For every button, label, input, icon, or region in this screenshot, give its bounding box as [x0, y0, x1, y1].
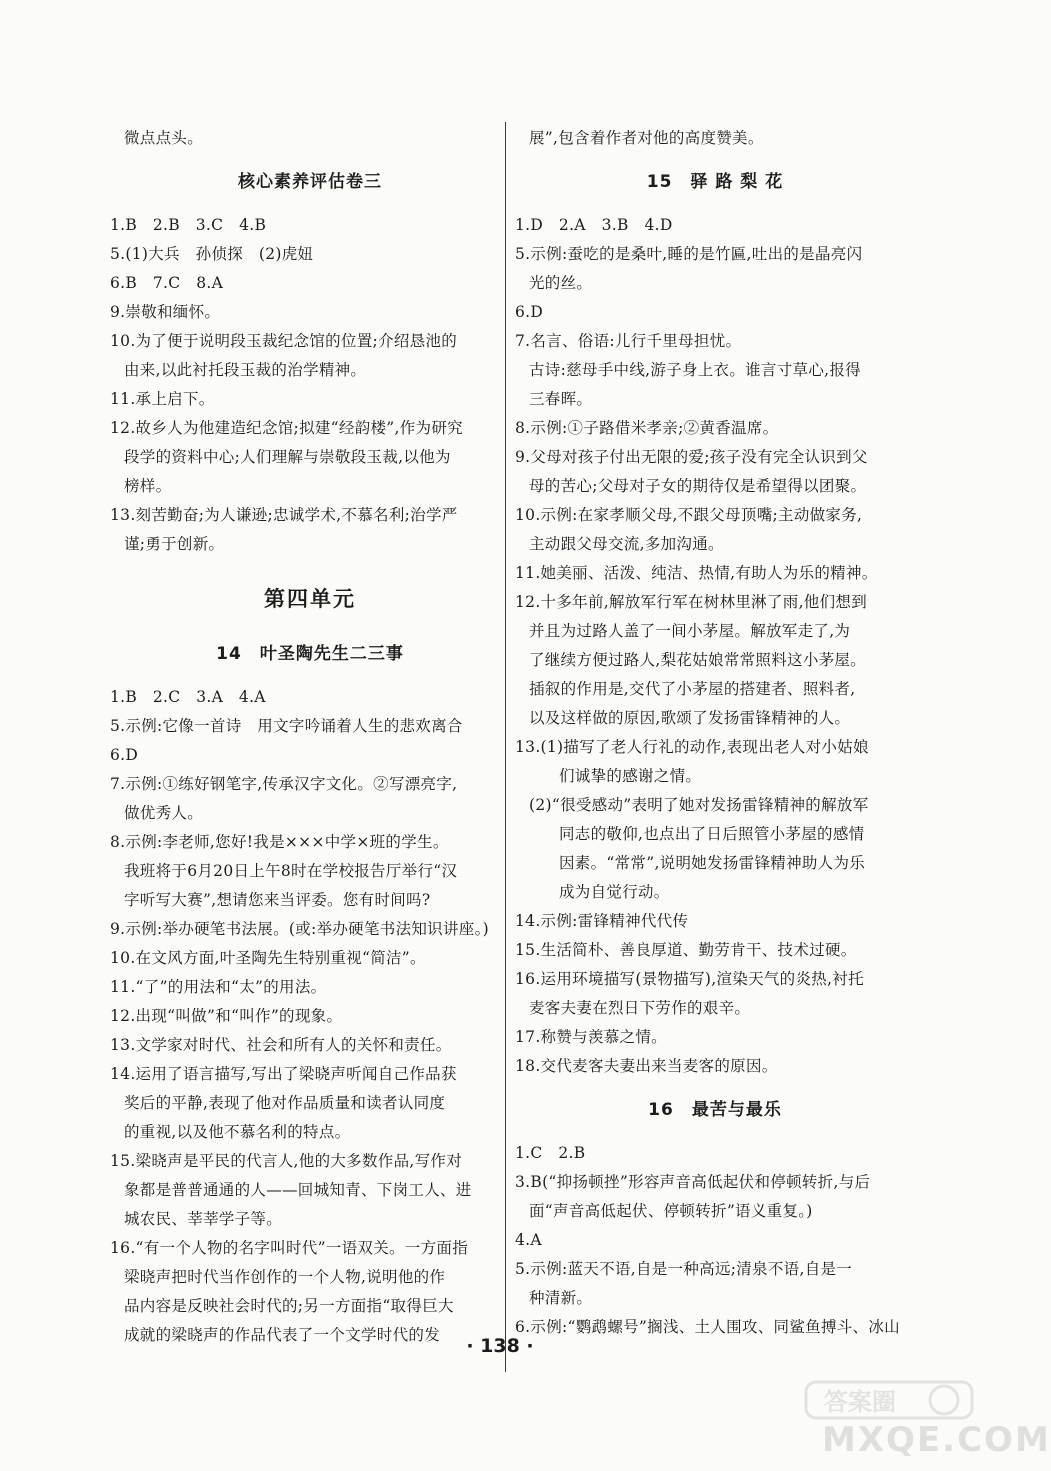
answer-line: 10.为了便于说明段玉裁纪念馆的位置;介绍恳池的: [110, 332, 458, 350]
answer-line: 10.在文风方面,叶圣陶先生特别重视“简洁”。: [110, 949, 426, 967]
answer-line: 做优秀人。: [124, 804, 204, 822]
answer-line: 1.C 2.B: [515, 1144, 586, 1162]
answer-line: 13.(1)描写了老人行礼的动作,表现出老人对小姑娘: [515, 738, 869, 756]
answer-line: 我班将于6月20日上午8时在学校报告厅举行“汉: [124, 862, 458, 880]
column-divider: [505, 122, 506, 1372]
unit-title: 第四单元: [264, 587, 356, 611]
answer-line: 段学的资料中心;人们理解与崇敬段玉裁,以他为: [124, 448, 451, 466]
answer-line: 的重视,以及他不慕名利的特点。: [124, 1123, 351, 1141]
answer-line: 13.刻苦勤奋;为人谦逊;忠诚学术,不慕名利;治学严: [110, 506, 458, 524]
answer-line: 18.交代麦客夫妻出来当麦客的原因。: [515, 1057, 778, 1075]
answer-line: 谨;勇于创新。: [124, 535, 225, 553]
answer-line: 7.示例:①练好钢笔字,传承汉字文化。②写漂亮字,: [110, 775, 458, 793]
answer-line: 4.A: [515, 1231, 542, 1249]
answer-line: 光的丝。: [529, 274, 593, 292]
section-heading: 核心素养评估卷三: [238, 172, 382, 192]
answer-line: 字听写大赛”,想请您来当评委。您有时间吗?: [124, 891, 431, 909]
watermark-text: MXQE.COM: [822, 1420, 1051, 1460]
answer-line: 成就的梁晓声的作品代表了一个文学时代的发: [124, 1326, 441, 1344]
answer-line: 15.梁晓声是平民的代言人,他的大多数作品,写作对: [110, 1152, 463, 1170]
answer-line: 品内容是反映社会时代的;另一方面指“取得巨大: [124, 1297, 454, 1315]
answer-line: 由来,以此衬托段玉裁的治学精神。: [124, 361, 367, 379]
answer-line: 9.示例:举办硬笔书法展。(或:举办硬笔书法知识讲座。): [110, 920, 489, 938]
answer-line: 11.她美丽、活泼、纯洁、热情,有助人为乐的精神。: [515, 564, 878, 582]
page-number: · 138 ·: [466, 1335, 534, 1357]
answer-line: 同志的敬仰,也点出了日后照管小茅屋的感情: [559, 825, 865, 843]
section-heading: 15 驿 路 梨 花: [646, 172, 784, 192]
answer-line: 14.运用了语言描写,写出了梁晓声听闻自己作品获: [110, 1065, 457, 1083]
answer-line: 6.B 7.C 8.A: [110, 274, 224, 292]
answer-line: 3.B(“抑扬顿挫”形容声音高低起伏和停顿转折,与后: [515, 1173, 871, 1191]
answer-line: 12.故乡人为他建造纪念馆;拟建“经韵楼”,作为研究: [110, 419, 463, 437]
answer-line: 9.崇敬和缅怀。: [110, 303, 221, 321]
answer-line: 展”,包含着作者对他的高度赞美。: [529, 129, 764, 147]
section-heading: 14 叶圣陶先生二三事: [216, 644, 404, 664]
answer-line: 1.B 2.B 3.C 4.B: [110, 216, 267, 234]
answer-line: 8.示例:①子路借米孝亲;②黄香温席。: [515, 419, 779, 437]
answer-line: 16.运用环境描写(景物描写),渲染天气的炎热,衬托: [515, 970, 864, 988]
answer-line: 7.名言、俗语:儿行千里母担忧。: [515, 332, 742, 350]
left-column: [110, 124, 510, 1350]
answer-line: 们诚挚的感谢之情。: [559, 767, 702, 785]
answer-line: 象都是普普通通的人——回城知青、下岗工人、进: [124, 1181, 472, 1199]
answer-line: 1.B 2.C 3.A 4.A: [110, 688, 266, 706]
answer-line: 成为自觉行动。: [559, 883, 670, 901]
answer-line: 5.示例:蚕吃的是桑叶,睡的是竹匾,吐出的是晶亮闪: [515, 245, 863, 263]
answer-line: 11.“了”的用法和“太”的用法。: [110, 978, 327, 996]
answer-line: 种清新。: [529, 1289, 593, 1307]
answer-line: 15.生活简朴、善良厚道、勤劳肯干、技术过硬。: [515, 941, 857, 959]
answer-line: 微点点头。: [124, 129, 204, 147]
answer-line: 12.十多年前,解放军行军在树林里淋了雨,他们想到: [515, 593, 868, 611]
answer-line: 梁晓声把时代当作创作的一个人物,说明他的作: [124, 1268, 446, 1286]
answer-line: 5.(1)大兵 孙侦探 (2)虎妞: [110, 245, 314, 263]
answer-line: 三春晖。: [529, 390, 593, 408]
answer-line: 了继续方便过路人,梨花姑娘常常照料这小茅屋。: [529, 651, 867, 669]
answer-line: 11.承上启下。: [110, 390, 215, 408]
svg-text:答案圈: 答案圈: [824, 1388, 896, 1416]
answer-line: 13.文学家对时代、社会和所有人的关怀和责任。: [110, 1036, 452, 1054]
answer-line: 9.父母对孩子付出无限的爱;孩子没有完全认识到父: [515, 448, 868, 466]
answer-line: 17.称赞与羡慕之情。: [515, 1028, 667, 1046]
answer-line: 8.示例:李老师,您好!我是×××中学×班的学生。: [110, 833, 449, 851]
answer-line: 1.D 2.A 3.B 4.D: [515, 216, 673, 234]
answer-line: 古诗:慈母手中线,游子身上衣。谁言寸草心,报得: [529, 361, 861, 379]
answer-line: 10.示例:在家孝顺父母,不跟父母顶嘴;主动做家务,: [515, 506, 863, 524]
right-column: [515, 124, 915, 1342]
answer-line: 5.示例:蓝天不语,自是一种高远;清泉不语,自是一: [515, 1260, 853, 1278]
section-heading: 16 最苦与最乐: [648, 1100, 782, 1120]
answer-line: 6.D: [515, 303, 544, 321]
answer-line: 以及这样做的原因,歌颂了发扬雷锋精神的人。: [529, 709, 851, 727]
answer-line: 麦客夫妻在烈日下劳作的艰辛。: [529, 999, 751, 1017]
watermark-logo-icon: [804, 1378, 974, 1422]
answer-line: 因素。“常常”,说明她发扬雷锋精神助人为乐: [559, 854, 866, 872]
answer-line: 6.示例:“鹦鹉螺号”搁浅、土人围攻、同鲨鱼搏斗、冰山: [515, 1318, 900, 1336]
answer-line: 14.示例:雷锋精神代代传: [515, 912, 689, 930]
answer-line: 奖后的平静,表现了他对作品质量和读者认同度: [124, 1094, 446, 1112]
answer-line: (2)“很受感动”表明了她对发扬雷锋精神的解放军: [529, 796, 869, 814]
answer-line: 插叙的作用是,交代了小茅屋的搭建者、照料者,: [529, 680, 856, 698]
answer-line: 榜样。: [124, 477, 172, 495]
answer-line: 5.示例:它像一首诗 用文字吟诵着人生的悲欢离合: [110, 717, 463, 735]
answer-line: 城农民、莘莘学子等。: [124, 1210, 283, 1228]
answer-line: 并且为过路人盖了一间小茅屋。解放军走了,为: [529, 622, 851, 640]
answer-line: 12.出现“叫做”和“叫作”的现象。: [110, 1007, 343, 1025]
watermark: [792, 1378, 1051, 1468]
answer-line: 面“声音高低起伏、停顿转折”语义重复。): [529, 1202, 813, 1220]
answer-line: 16.“有一个人物的名字叫时代”一语双关。一方面指: [110, 1239, 468, 1257]
answer-line: 母的苦心;父母对子女的期待仅是希望得以团聚。: [529, 477, 867, 495]
answer-line: 主动跟父母交流,多加沟通。: [529, 535, 724, 553]
answer-line: 6.D: [110, 746, 139, 764]
